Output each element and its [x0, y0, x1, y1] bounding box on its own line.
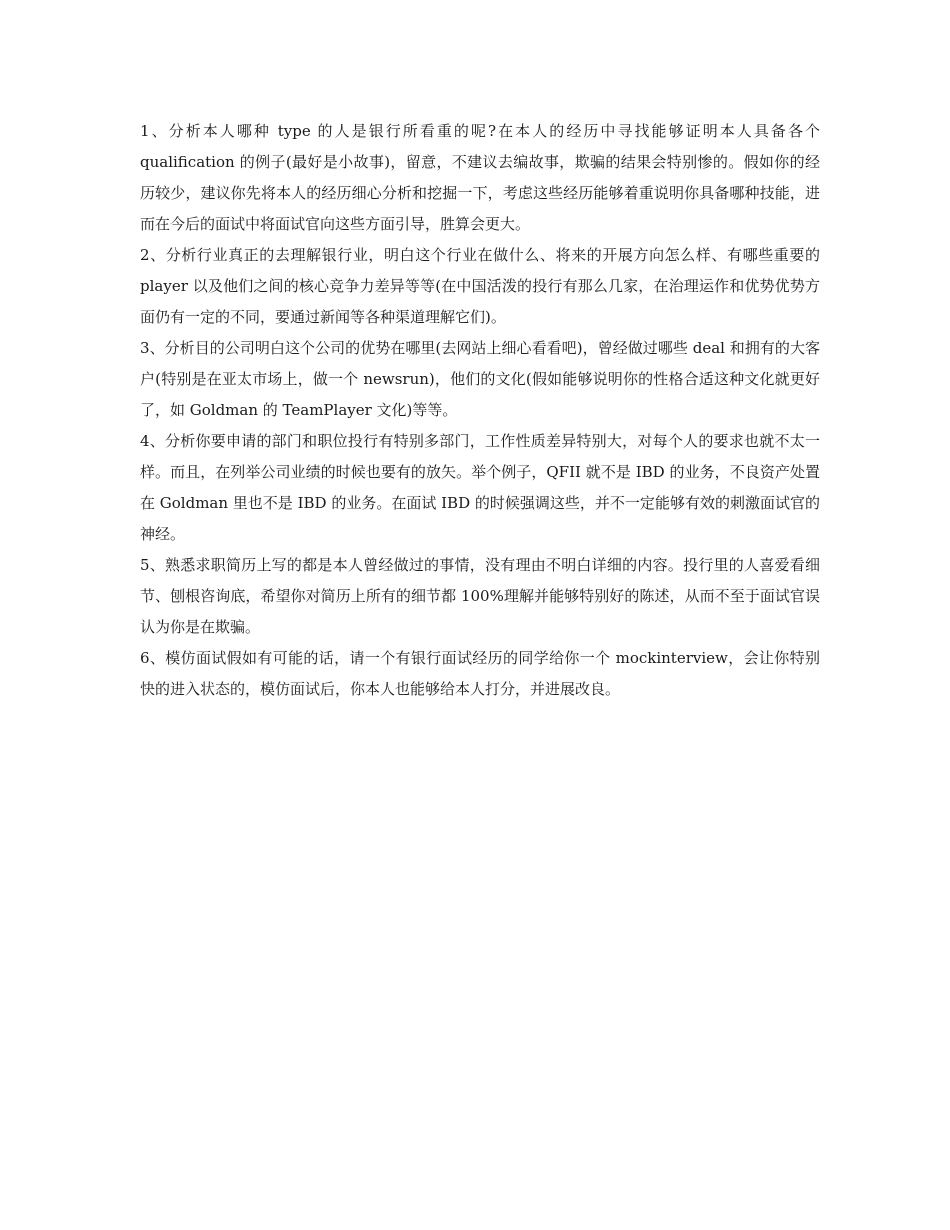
document-body — [140, 116, 820, 705]
paragraph-1: 1、分析本人哪种 type 的人是银行所看重的呢?在本人的经历中寻找能够证明本人具备各个 qualification 的例子(最好是小故事)，留意，不建议去编故事，欺骗的结果会特别惨的。假如你的经历较少，建议你先将本人的经历细心分析和挖掘一下，考虑这些经历能够着重说明你具备哪种技能，进而在今后的面试中将面试官向这些方面引导，胜算会更大。 — [140, 122, 820, 233]
paragraph-6: 6、模仿面试假如有可能的话，请一个有银行面试经历的同学给你一个 mockinterview，会让你特别快的进入状态的，模仿面试后，你本人也能够给本人打分，并进展改良。 — [140, 649, 820, 698]
paragraph-2: 2、分析行业真正的去理解银行业，明白这个行业在做什么、将来的开展方向怎么样、有哪些重要的 player 以及他们之间的核心竞争力差异等等(在中国活泼的投行有那么几家，在治理运作和优势优势方面仍有一定的不同，要通过新闻等各种渠道理解它们)。 — [140, 246, 820, 326]
paragraph-3: 3、分析目的公司明白这个公司的优势在哪里(去网站上细心看看吧)，曾经做过哪些 deal 和拥有的大客户(特别是在亚太市场上，做一个 newsrun)，他们的文化(假如能够说明你的性格合适这种文化就更好了，如 Goldman 的 TeamPlayer 文化)等等。 — [140, 339, 820, 419]
paragraph-4: 4、分析你要申请的部门和职位投行有特别多部门，工作性质差异特别大，对每个人的要求也就不太一样。而且，在列举公司业绩的时候也要有的放矢。举个例子，QFII 就不是 IBD 的业务，不良资产处置在 Goldman 里也不是 IBD 的业务。在面试 IBD 的时候强调这些，并不一定能够有效的刺激面试官的神经。 — [140, 432, 820, 543]
paragraph-5: 5、熟悉求职简历上写的都是本人曾经做过的事情，没有理由不明白详细的内容。投行里的人喜爱看细节、刨根咨询底，希望你对简历上所有的细节都 100%理解并能够特别好的陈述，从而不至于面试官误认为你是在欺骗。 — [140, 556, 820, 636]
